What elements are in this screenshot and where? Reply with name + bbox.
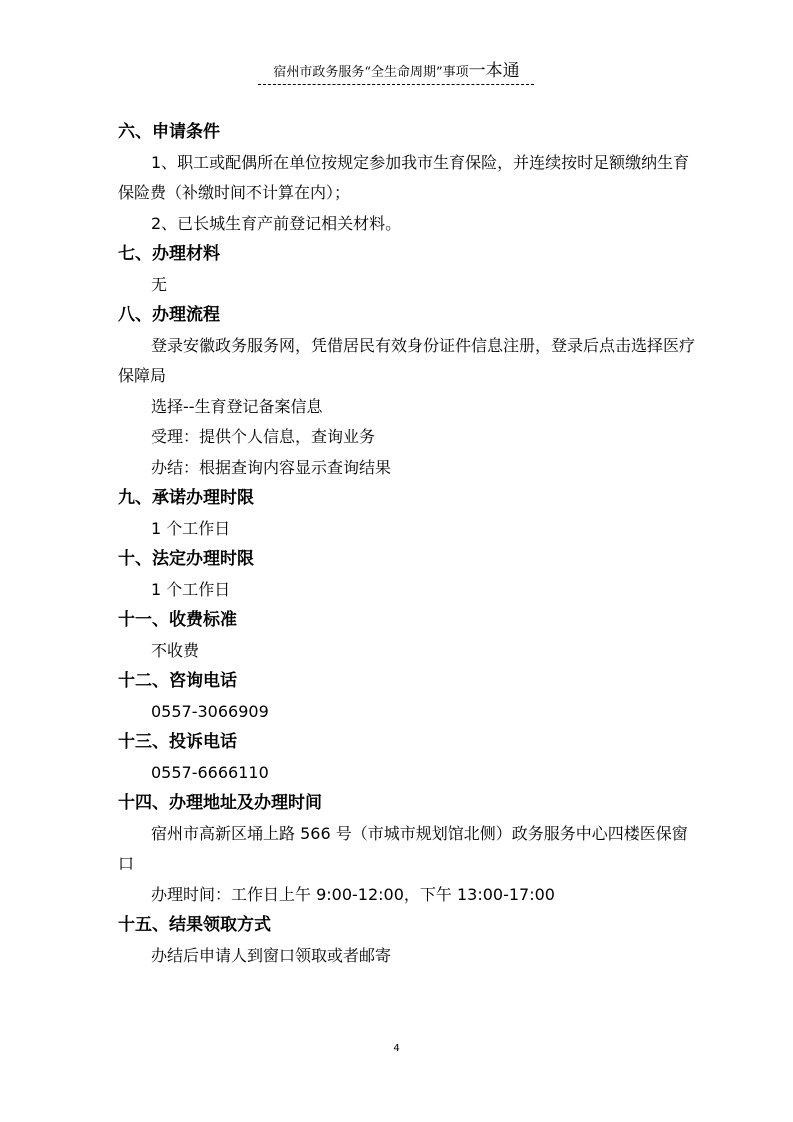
- office-hours: 办理时间：工作日上午 9:00-12:00，下午 13:00-17:00: [151, 884, 555, 904]
- section-heading-promised-time-limit: 九、承诺办理时限: [118, 488, 254, 508]
- section-paragraph: 2、已长城生育产前登记相关材料。: [151, 213, 402, 233]
- header-title-tail: 一本通: [468, 61, 520, 81]
- page-number: 4: [393, 1043, 400, 1054]
- section-paragraph: 1 个工作日: [151, 518, 231, 538]
- consultation-phone-number: 0557-3066909: [151, 701, 269, 721]
- section-heading-process: 八、办理流程: [118, 305, 220, 325]
- section-heading-consultation-phone: 十二、咨询电话: [118, 671, 237, 691]
- section-heading-legal-time-limit: 十、法定办理时限: [118, 549, 254, 569]
- complaint-phone-number: 0557-6666110: [151, 762, 269, 782]
- section-paragraph: 受理：提供个人信息，查询业务: [151, 427, 376, 446]
- section-heading-fee-standard: 十一、收费标准: [118, 610, 237, 630]
- section-heading-address-and-hours: 十四、办理地址及办理时间: [118, 793, 322, 813]
- section-heading-complaint-phone: 十三、投诉电话: [118, 732, 237, 752]
- section-paragraph: 不收费: [151, 640, 200, 660]
- header-title: 宿州市政务服务“全生命周期”事项: [273, 65, 469, 80]
- section-paragraph: 办结后申请人到窗口领取或者邮寄: [151, 945, 392, 965]
- section-paragraph: 1 个工作日: [151, 579, 231, 599]
- document-body: [118, 117, 698, 971]
- section-heading-materials: 七、办理材料: [118, 244, 220, 264]
- header-divider: [258, 84, 534, 85]
- section-paragraph: 1、职工或配偶所在单位按规定参加我市生育保险，并连续按时足额缴纳生育保险费（补缴时间不计算在内）；: [118, 152, 690, 202]
- section-paragraph: 登录安徽政务服务网，凭借居民有效身份证件信息注册，登录后点击选择医疗保障局: [118, 335, 696, 385]
- section-paragraph: 办结：根据查询内容显示查询结果: [151, 457, 392, 477]
- page-header: [0, 62, 793, 82]
- section-heading-result-collection: 十五、结果领取方式: [118, 915, 271, 935]
- section-heading-application-conditions: 六、申请条件: [118, 122, 220, 142]
- office-address: 宿州市高新区埇上路 566 号（市城市规划馆北侧）政务服务中心四楼医保窗口: [118, 823, 688, 873]
- section-paragraph: 无: [151, 274, 168, 294]
- section-paragraph: 选择--生育登记备案信息: [151, 396, 323, 416]
